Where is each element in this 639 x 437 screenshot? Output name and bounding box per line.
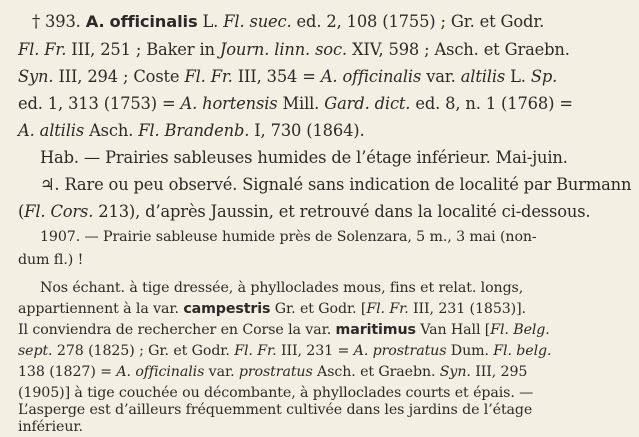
entry-line-2: Fl. Fr. III, 251 ; Baker in Journ. linn. soc. XIV, 598 ; Asch. et Graebn. [18,40,570,59]
note-line-5: 138 (1827) = A. officinalis var. prostratus Asch. et Graebn. Syn. III, 295 [18,364,528,380]
frequency-line: ♃. Rare ou peu observé. Signalé sans indication de localité par Burmann [40,175,632,194]
note-line-7: L’asperge est d’ailleurs fréquemment cultivée dans les jardins de l’étage [18,402,533,418]
entry-number: 393. [45,12,81,31]
note-line-2: appartiennent à la var. campestris Gr. et Godr. [Fl. Fr. III, 231 (1853)]. [18,301,526,317]
genus-abbrev: A. [85,12,105,31]
habitat-line: Hab. — Prairies sableuses humides de l’étage inférieur. Mai-juin. [40,148,568,167]
extinct-dagger: † [32,12,40,31]
note-line-1: Nos échant. à tige dressée, à phylloclades mous, fins et relat. longs, [40,280,524,296]
note-line-6: (1905)] à tige couchée ou décombante, à phylloclades courts et épais. — [18,385,534,401]
note-line-8: inférieur. [18,419,83,435]
note-line-4: sept. 278 (1825) ; Gr. et Godr. Fl. Fr. III, 231 = A. prostratus Dum. Fl. belg. [18,343,552,359]
var-maritimus: maritimus [335,322,416,338]
frequency-line-2: (Fl. Cors. 213), d’après Jaussin, et retrouvé dans la localité ci-dessous. [18,202,591,221]
collection-line: 1907. — Prairie sableuse humide près de Solenzara, 5 m., 3 mai (non- [40,229,537,245]
collection-line-2: dum fl.) ! [18,252,84,268]
entry-line-1: † 393. A. officinalis L. Fl. suec. ed. 2, 108 (1755) ; Gr. et Godr. [32,12,545,31]
entry-line-3: Syn. III, 294 ; Coste Fl. Fr. III, 354 = A. officinalis var. altilis L. Sp. [18,67,558,86]
species-name: officinalis [109,12,198,31]
entry-line-4: ed. 1, 313 (1753) = A. hortensis Mill. Gard. dict. ed. 8, n. 1 (1768) = [18,94,573,113]
note-line-3: Il conviendra de rechercher en Corse la var. maritimus Van Hall [Fl. Belg. [18,322,550,338]
var-campestris: campestris [183,301,271,317]
entry-line-5: A. altilis Asch. Fl. Brandenb. I, 730 (1864). [18,121,365,140]
